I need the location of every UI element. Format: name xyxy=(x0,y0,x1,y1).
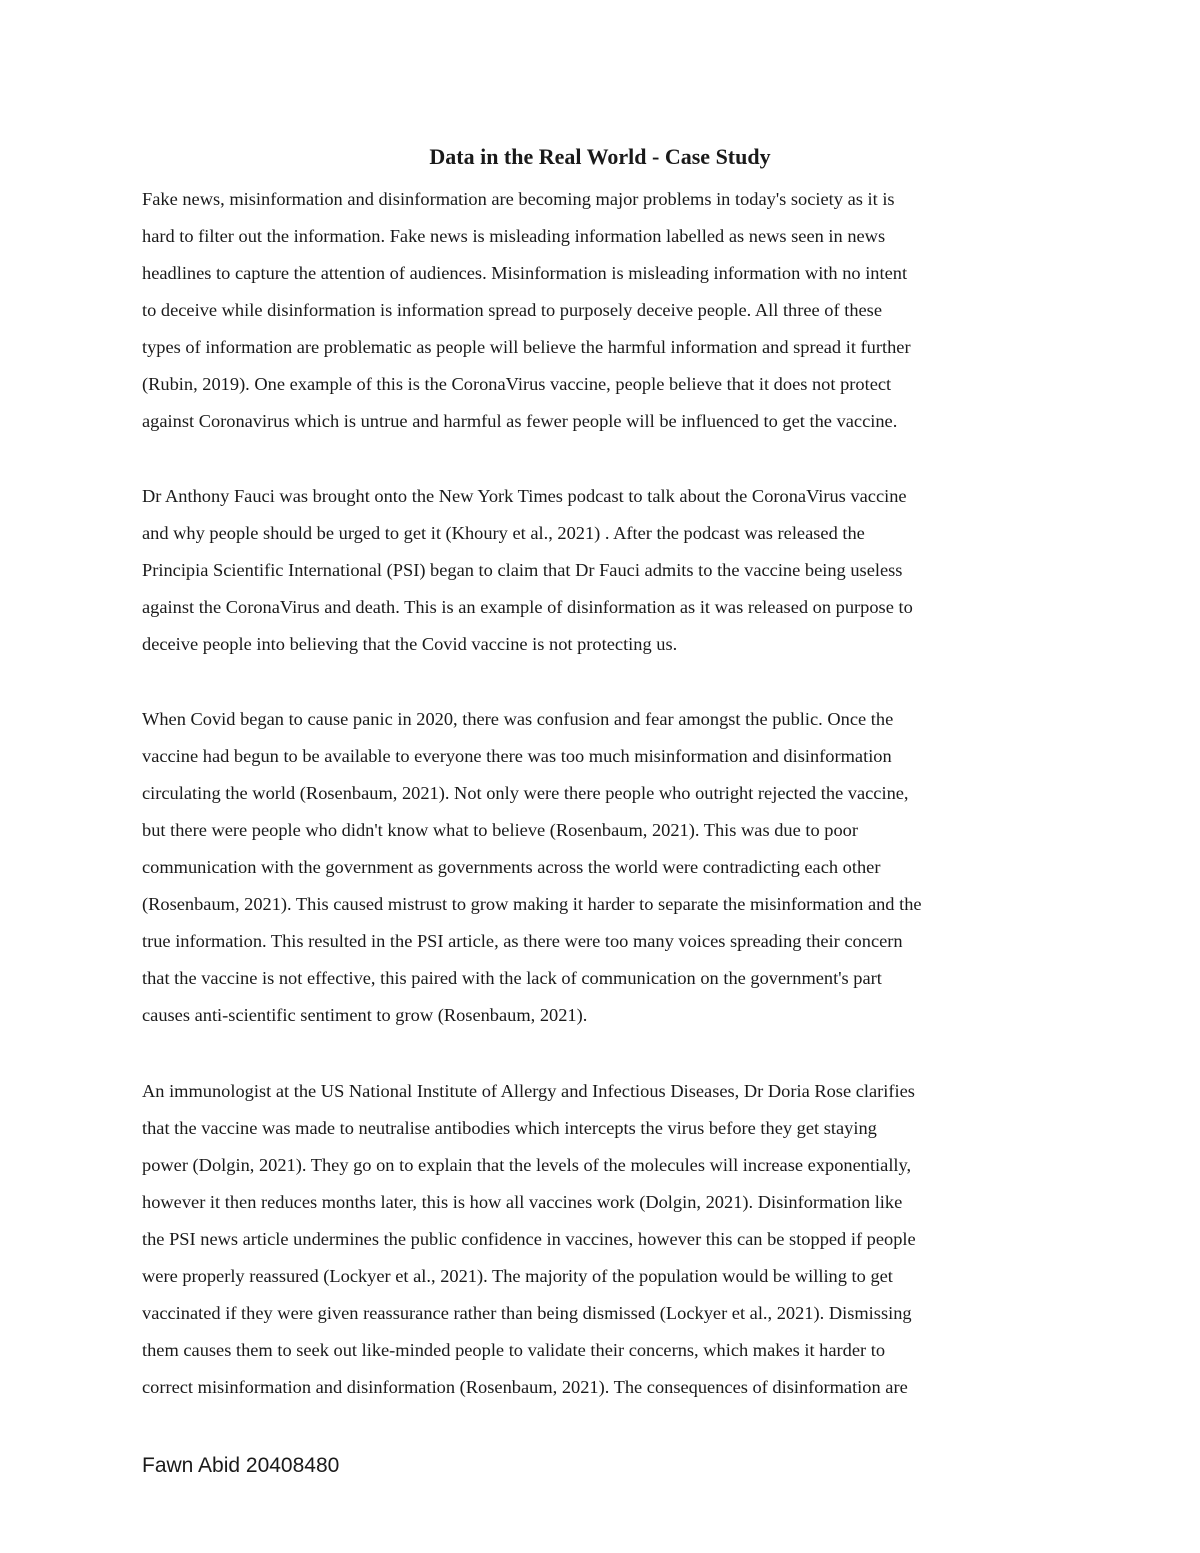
page-title: Data in the Real World - Case Study xyxy=(429,144,771,169)
author-footer: Fawn Abid 20408480 xyxy=(142,1454,340,1477)
text-line: An immunologist at the US National Institute of Allergy and Infectious Diseases, Dr Doria Rose clarifies xyxy=(142,1081,915,1101)
paragraph-1 xyxy=(142,181,1067,440)
text-line: correct misinformation and disinformation (Rosenbaum, 2021). The consequences of disinformation are xyxy=(142,1377,908,1397)
paragraph-3 xyxy=(142,701,1067,1034)
text-line: but there were people who didn't know what to believe (Rosenbaum, 2021). This was due to poor xyxy=(142,820,858,840)
text-line: to deceive while disinformation is information spread to purposely deceive people. All three of these xyxy=(142,300,883,320)
text-line: (Rosenbaum, 2021). This caused mistrust to grow making it harder to separate the misinformation and the xyxy=(142,894,922,914)
text-line: circulating the world (Rosenbaum, 2021). Not only were there people who outright rejected the vaccine, xyxy=(142,783,909,803)
text-line: headlines to capture the attention of audiences. Misinformation is misleading information with no intent xyxy=(142,263,908,283)
text-line: were properly reassured (Lockyer et al., 2021). The majority of the population would be willing to get xyxy=(142,1266,893,1286)
text-line: vaccinated if they were given reassurance rather than being dismissed (Lockyer et al., 2021). Dismissing xyxy=(142,1303,912,1323)
text-line: that the vaccine was made to neutralise antibodies which intercepts the virus before they get staying xyxy=(142,1118,877,1138)
text-line: that the vaccine is not effective, this paired with the lack of communication on the government's part xyxy=(142,968,882,988)
text-line: Principia Scientific International (PSI) began to claim that Dr Fauci admits to the vaccine being useless xyxy=(142,560,903,580)
text-line: Dr Anthony Fauci was brought onto the New York Times podcast to talk about the CoronaVirus vaccine xyxy=(142,486,907,506)
text-line: When Covid began to cause panic in 2020, there was confusion and fear amongst the public. Once the xyxy=(142,709,894,729)
text-line: hard to filter out the information. Fake news is misleading information labelled as news seen in news xyxy=(142,226,886,246)
text-line: types of information are problematic as people will believe the harmful information and spread it further xyxy=(142,337,911,357)
text-line: (Rubin, 2019). One example of this is the CoronaVirus vaccine, people believe that it does not protect xyxy=(142,374,892,394)
text-line: Fake news, misinformation and disinformation are becoming major problems in today's society as it is xyxy=(142,189,895,209)
text-line: true information. This resulted in the PSI article, as there were too many voices spreading their concern xyxy=(142,931,903,951)
text-line: against the CoronaVirus and death. This is an example of disinformation as it was released on purpose to xyxy=(142,597,913,617)
paragraph-4 xyxy=(142,1073,1067,1406)
text-line: causes anti-scientific sentiment to grow (Rosenbaum, 2021). xyxy=(142,1005,588,1025)
text-line: and why people should be urged to get it (Khoury et al., 2021) . After the podcast was released the xyxy=(142,523,865,543)
text-line: however it then reduces months later, this is how all vaccines work (Dolgin, 2021). Disinformation like xyxy=(142,1192,903,1212)
paragraph-2 xyxy=(142,478,1067,663)
text-line: vaccine had begun to be available to everyone there was too much misinformation and disinformation xyxy=(142,746,892,766)
text-line: deceive people into believing that the Covid vaccine is not protecting us. xyxy=(142,634,678,654)
text-line: power (Dolgin, 2021). They go on to explain that the levels of the molecules will increase exponentially, xyxy=(142,1155,912,1175)
text-line: them causes them to seek out like-minded people to validate their concerns, which makes it harder to xyxy=(142,1340,886,1360)
text-line: the PSI news article undermines the public confidence in vaccines, however this can be stopped if people xyxy=(142,1229,916,1249)
text-line: communication with the government as governments across the world were contradicting each other xyxy=(142,857,881,877)
text-line: against Coronavirus which is untrue and harmful as fewer people will be influenced to get the vaccine. xyxy=(142,411,898,431)
